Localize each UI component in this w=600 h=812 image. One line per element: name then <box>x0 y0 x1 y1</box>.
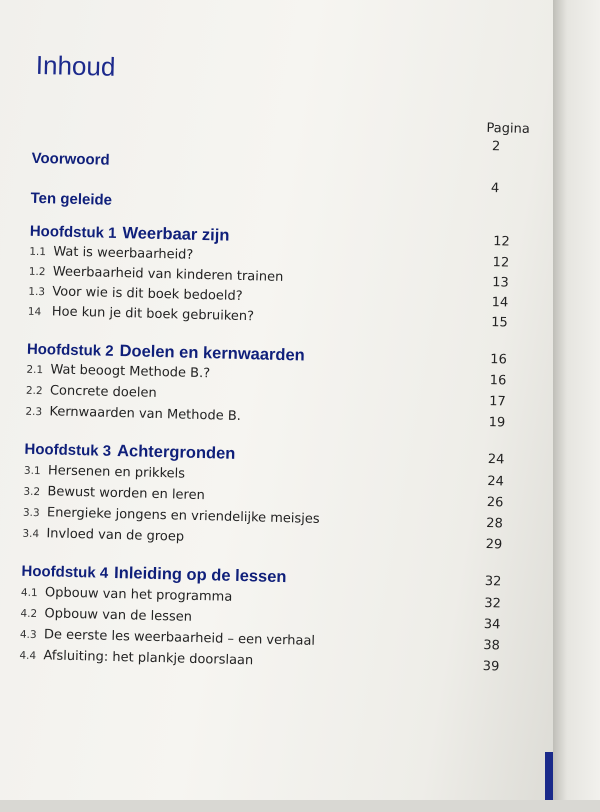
section-title: Invloed van de groep <box>46 526 185 545</box>
chapter-page: 32 <box>484 574 502 590</box>
pagina-label: Pagina <box>486 120 530 137</box>
toc-front-voorwoord <box>31 150 501 181</box>
chapter-page: 12 <box>492 234 510 250</box>
section-title: Kernwaarden van Methode B. <box>49 404 242 425</box>
section-number: 2.1 <box>26 363 44 377</box>
section-title: Opbouw van de lessen <box>44 606 193 625</box>
chapter-number: Hoofdstuk 4 <box>21 562 109 582</box>
chapter-page: 16 <box>490 352 507 368</box>
chapter-number: Hoofdstuk 2 <box>26 340 114 360</box>
section-page: 38 <box>483 638 501 654</box>
section-number: 4.2 <box>20 607 38 621</box>
section-page: 29 <box>485 537 503 553</box>
section-number: 3.2 <box>23 485 41 499</box>
section-number: 3.1 <box>23 464 41 478</box>
section-number: 2.3 <box>25 405 43 419</box>
section-page: 24 <box>487 474 505 490</box>
section-page: 39 <box>482 659 500 675</box>
chapter-title: Achtergronden <box>116 442 236 463</box>
section-page: 15 <box>490 315 508 331</box>
chapter-page: 24 <box>487 452 505 468</box>
toc-front-ten-geleide <box>30 190 500 221</box>
bookmark-ribbon <box>545 752 553 800</box>
front-label: Voorwoord <box>31 149 110 169</box>
section-number: 4.1 <box>20 586 38 600</box>
section-page: 32 <box>484 596 502 612</box>
chapter-number: Hoofdstuk 3 <box>24 440 112 460</box>
section-number: 3.4 <box>22 527 40 541</box>
front-page-number: 2 <box>491 139 501 155</box>
chapter-title: Doelen en kernwaarden <box>119 342 305 365</box>
section-number: 4.3 <box>19 628 37 642</box>
section-page: 26 <box>486 495 504 511</box>
section-title: Afsluiting: het plankje doorslaan <box>43 648 254 669</box>
section-title: Wat beoogt Methode B.? <box>50 362 211 382</box>
section-title: Bewust worden en leren <box>47 484 205 504</box>
section-title: Wat is weerbaarheid? <box>53 244 194 263</box>
chapter-number: Hoofdstuk 1 <box>29 222 117 242</box>
section-page: 16 <box>489 373 507 389</box>
section-page: 13 <box>491 275 509 291</box>
section-title: Energieke jongens en vriendelijke meisjes <box>46 505 320 527</box>
section-number: 2.2 <box>25 384 43 398</box>
section-number: 1.3 <box>28 285 46 299</box>
section-number: 3.3 <box>22 506 40 520</box>
section-page: 14 <box>491 295 509 311</box>
chapter-title: Inleiding op de lessen <box>113 563 287 587</box>
section-title: Hersenen en prikkels <box>47 463 186 482</box>
front-page-number: 4 <box>490 181 500 197</box>
section-page: 34 <box>483 617 501 633</box>
section-title: Weerbaarheid van kinderen trainen <box>52 264 284 286</box>
section-title: De eerste les weerbaarheid – een verhaal <box>43 627 316 649</box>
section-number: 4.4 <box>19 649 37 663</box>
section-title: Hoe kun je dit boek gebruiken? <box>51 304 255 325</box>
page-title: Inhoud <box>35 49 116 82</box>
section-title: Concrete doelen <box>49 383 157 401</box>
section-page: 17 <box>489 394 506 410</box>
section-page: 12 <box>492 255 510 271</box>
page-edge <box>553 0 600 800</box>
chapter-title: Weerbaar zijn <box>122 224 230 245</box>
section-number: 1.1 <box>29 245 47 259</box>
section-page: 19 <box>488 415 506 431</box>
section-page: 28 <box>486 516 503 532</box>
section-title: Voor wie is dit boek bedoeld? <box>52 284 243 305</box>
section-number: 1.2 <box>28 265 46 279</box>
section-title: Opbouw van het programma <box>44 585 233 605</box>
section-number: 14 <box>27 305 42 319</box>
front-label: Ten geleide <box>30 189 113 209</box>
